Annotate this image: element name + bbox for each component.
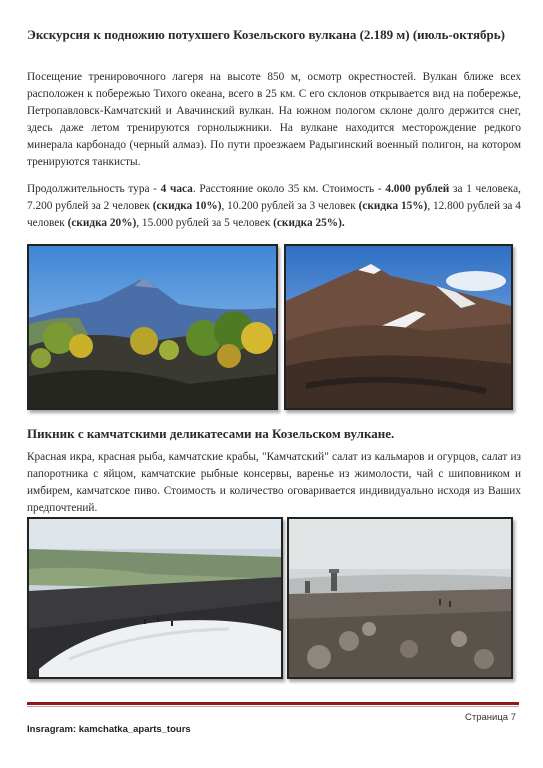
- photo-snowfield-slope: [27, 517, 283, 679]
- photo-volcano-autumn: [27, 244, 278, 410]
- pricing-duration: 4 часа: [160, 183, 193, 195]
- pricing-text-2: . Расстояние около 35 км. Стоимость -: [192, 183, 386, 195]
- pricing-text-6: , 15.000 рублей за 5 человек: [136, 217, 274, 229]
- pricing-text-4: , 10.200 рублей за 3 человек: [221, 200, 359, 212]
- pricing-discount-25: (скидка 25%).: [273, 217, 345, 229]
- tour-description: Посещение тренировочного лагеря на высоте 850 м, осмотр окрестностей. Вулкан ближе всех расположен к побережью Тихого океана, всего в 25 км. С его склонов открывается вид на побережье, Петропавловск-Камчатский и Авачинский вулкан. На южном пологом склоне долго держится снег, здесь даже летом тренируются горнолыжники. На вулкане находится месторождение редкого минерала карбонадо (черный алмаз). По пути проезжаем Радыгинский военный полигон, на котором тренируются танкисты.: [27, 71, 521, 168]
- section-title-volcano-tour: Экскурсия к подножию потухшего Козельского вулкана (2.189 м) (июль-октябрь): [27, 27, 505, 42]
- pricing-text-5: , 12.800 рублей за 4 человек: [27, 200, 521, 229]
- photo-volcano-peak: [284, 244, 513, 410]
- picnic-description: Красная икра, красная рыба, камчатские крабы, "Камчатский" салат из кальмаров и огурцов, салат из папоротника с яйцом, камчатские рыбные консервы, варенье из жимолости, чай с шиповником и имбирем, камчатское пиво. Стоимость и количество оговаривается индивидуально исходя из Ваших предпочтений.: [27, 451, 521, 514]
- pricing-text-3: за 1 человека, 7.200 рублей за 2 человек: [27, 183, 521, 212]
- pricing-discount-10: (скидка 10%): [152, 200, 222, 212]
- footer-rule: [27, 702, 519, 705]
- pricing-discount-20: (скидка 20%): [67, 217, 137, 229]
- pricing-text-1: Продолжительность тура -: [27, 183, 161, 195]
- footer-rule-thin: [27, 706, 519, 707]
- section-title-picnic: Пикник с камчатскими деликатесами на Козельском вулкане.: [27, 426, 395, 441]
- pricing-base-price: 4.000 рублей: [385, 183, 450, 195]
- page-number: Страница 7: [465, 712, 516, 723]
- instagram-handle: Insragram: kamchatka_aparts_tours: [27, 724, 191, 735]
- pricing-discount-15: (скидка 15%): [358, 200, 428, 212]
- photo-rock-cairns: [287, 517, 513, 679]
- tour-pricing: [27, 181, 521, 232]
